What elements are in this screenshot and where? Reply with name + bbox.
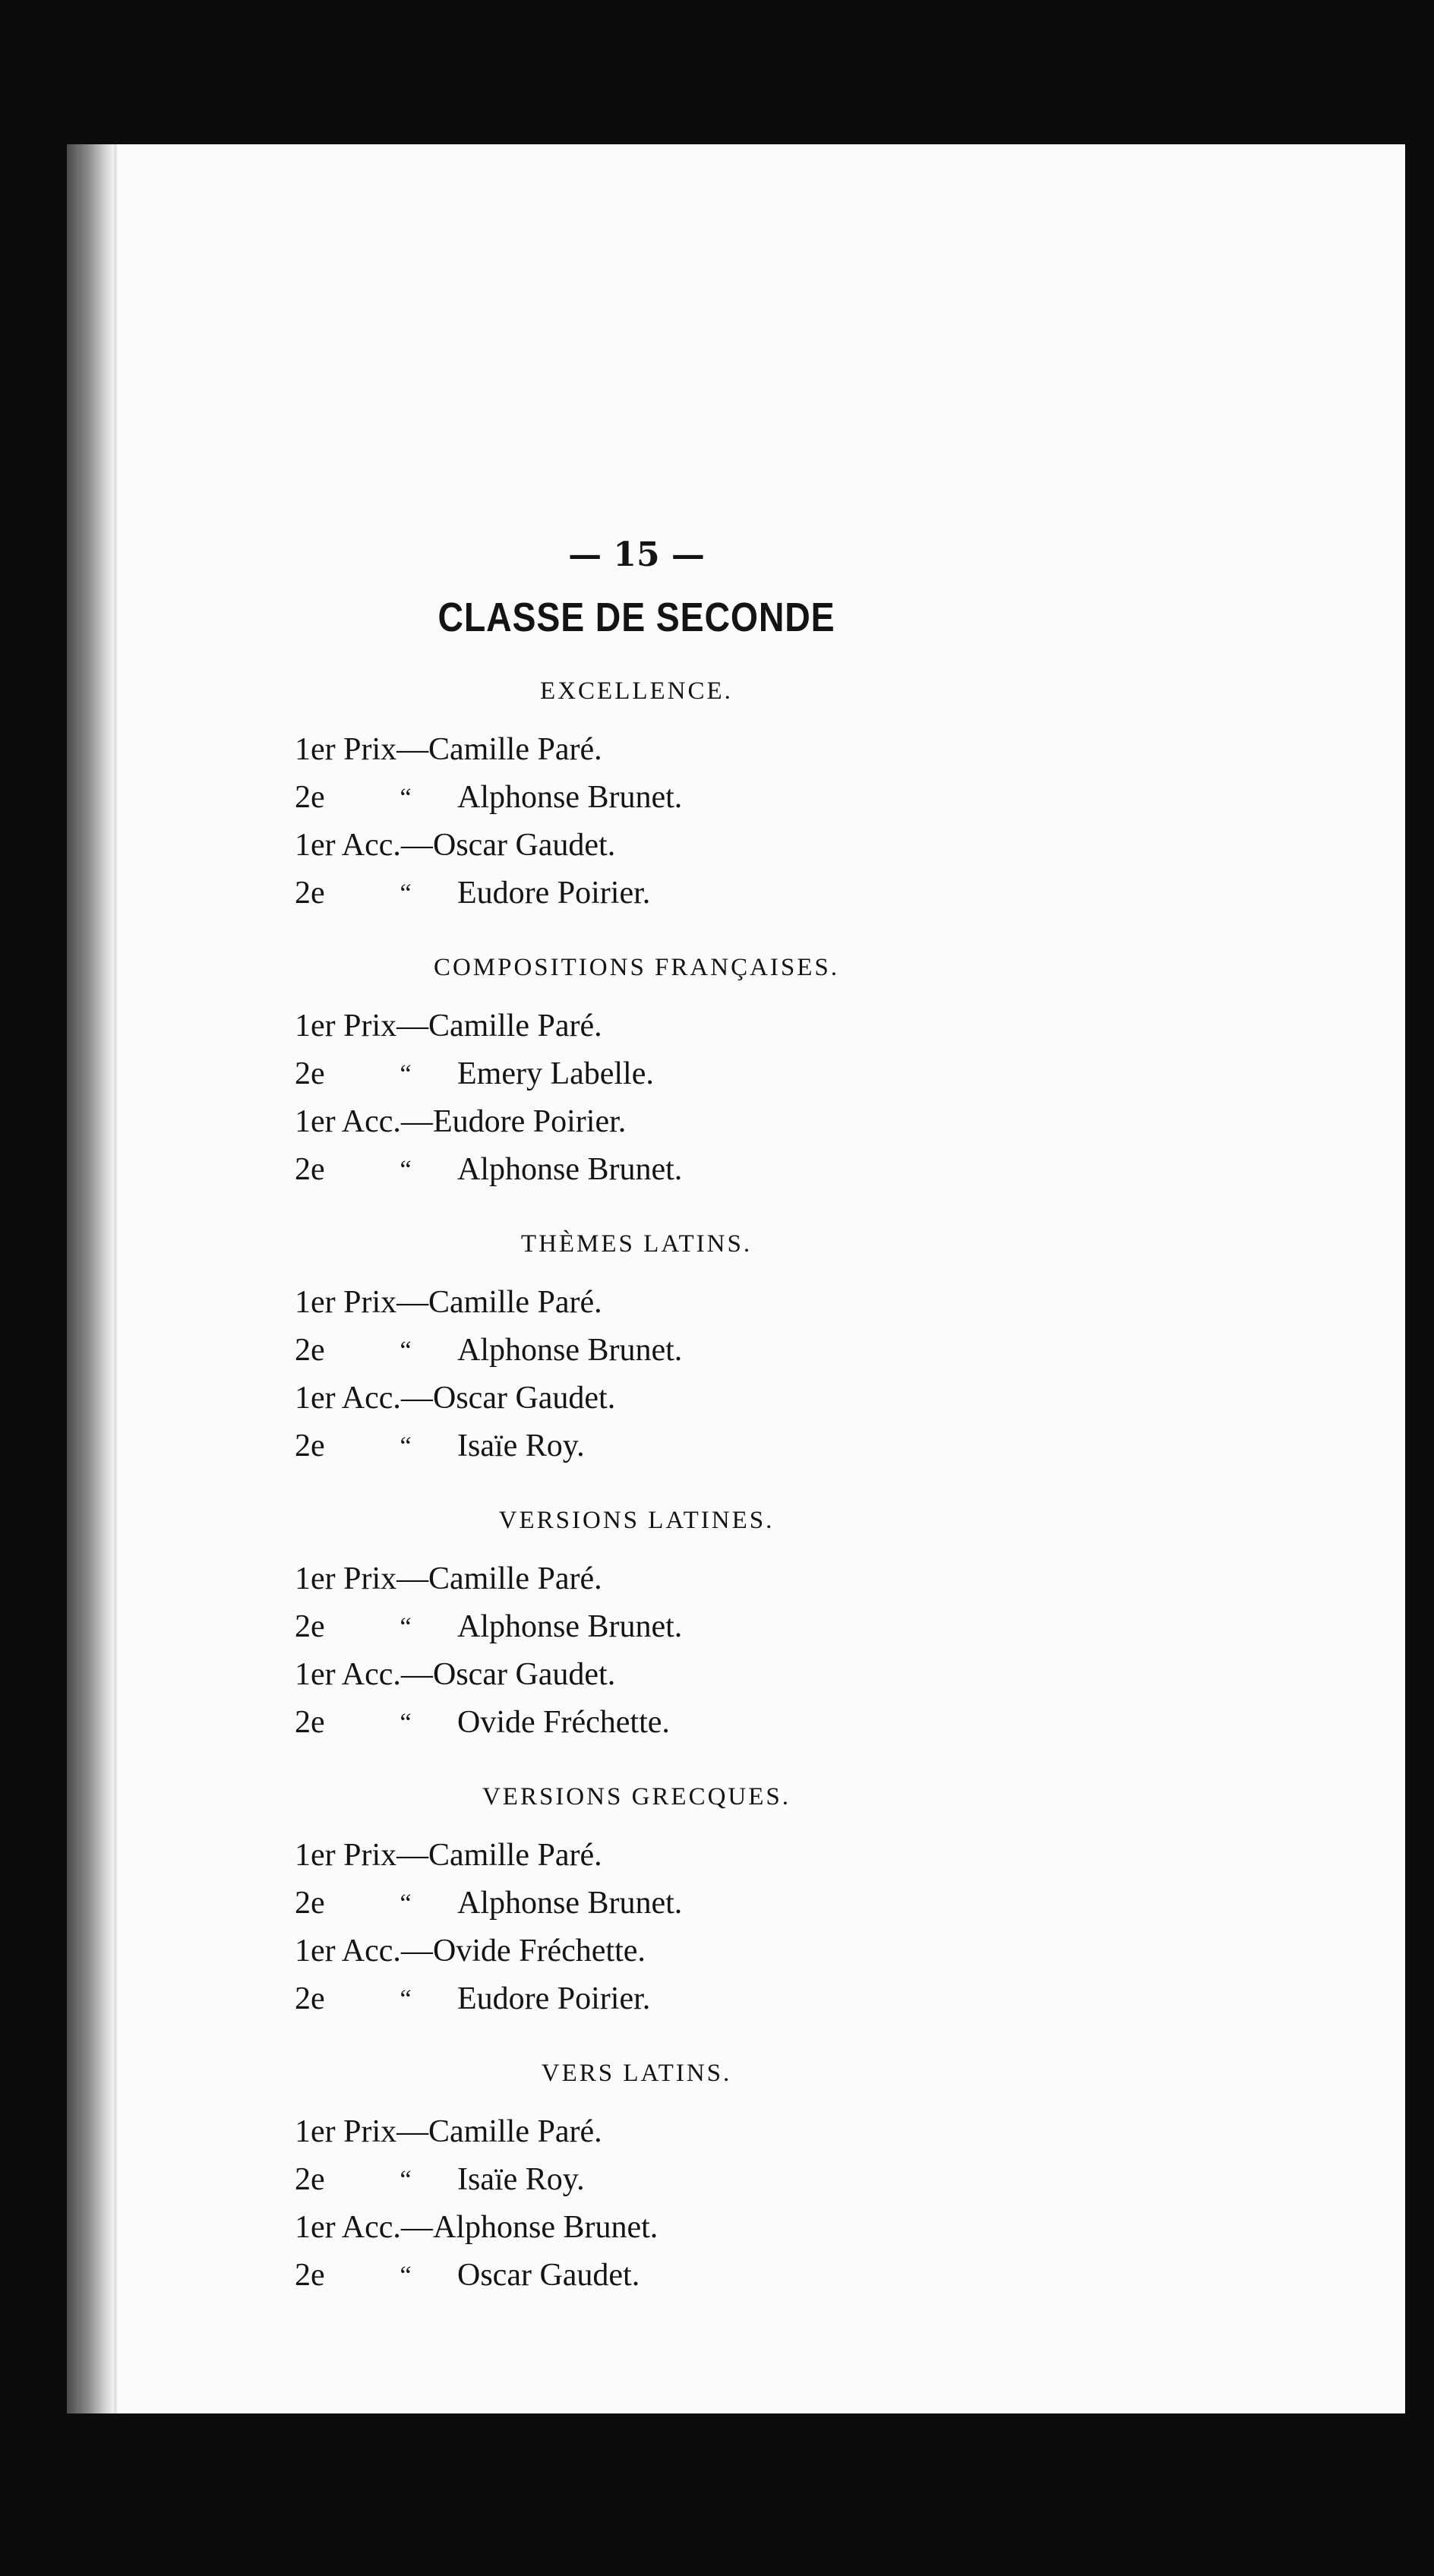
award-rank: 1er Prix— (295, 1561, 429, 1596)
award-rank: 1er Prix— (295, 1285, 429, 1320)
award-entry (295, 2204, 978, 2252)
student-name: Alphonse Brunet. (457, 1333, 683, 1368)
award-rank: 1er Prix— (295, 1009, 429, 1043)
award-rank: 2e (295, 1333, 325, 1368)
ditto-mark: “ (400, 1709, 412, 1737)
student-name: Alphonse Brunet. (457, 1886, 683, 1921)
section-heading: VERSIONS GRECQUES. (482, 1783, 791, 1810)
award-rank: 1er Acc.— (295, 1104, 433, 1139)
award-entry (295, 1832, 978, 1880)
award-rank: 2e (295, 780, 325, 815)
section-heading: VERS LATINS. (541, 2060, 732, 2087)
student-name: Eudore Poirier. (433, 1104, 627, 1139)
student-name: Camille Paré. (428, 1838, 602, 1873)
student-name: Isaïe Roy. (457, 2162, 585, 2197)
award-rank: 1er Acc.— (295, 828, 433, 863)
award-entry (295, 1699, 978, 1747)
award-rank: 2e (295, 1705, 325, 1740)
ditto-mark: “ (400, 2262, 412, 2290)
award-entry (295, 1002, 978, 1050)
award-entry (295, 1146, 978, 1194)
award-entry (295, 1927, 978, 1975)
award-rank: 1er Acc.— (295, 1934, 433, 1968)
award-rank: 2e (295, 1056, 325, 1091)
prize-section (295, 2057, 978, 2300)
award-rank: 2e (295, 876, 325, 911)
prize-section (295, 951, 978, 1194)
award-entry (295, 1651, 978, 1699)
ditto-mark: “ (400, 1613, 412, 1641)
student-name: Oscar Gaudet. (433, 1381, 616, 1416)
book-page (67, 144, 1405, 2413)
page-edge (114, 144, 117, 2413)
award-entry (295, 1603, 978, 1651)
award-rank: 1er Acc.— (295, 1657, 433, 1692)
ditto-mark: “ (400, 1156, 412, 1184)
award-list (295, 1555, 978, 1747)
award-entry (295, 2156, 978, 2204)
award-rank: 2e (295, 1981, 325, 2016)
student-name: Alphonse Brunet. (457, 1152, 683, 1187)
ditto-mark: “ (400, 1985, 412, 2013)
award-rank: 2e (295, 2162, 325, 2197)
award-entry (295, 2252, 978, 2300)
student-name: Camille Paré. (428, 2114, 602, 2149)
prize-section (295, 1780, 978, 2023)
student-name: Emery Labelle. (457, 1056, 654, 1091)
prize-section (295, 1504, 978, 1747)
student-name: Isaïe Roy. (457, 1428, 585, 1463)
section-heading: THÈMES LATINS. (520, 1230, 753, 1258)
award-list (295, 1279, 978, 1470)
student-name: Ovide Fréchette. (457, 1705, 670, 1740)
award-rank: 1er Acc.— (295, 1381, 433, 1416)
award-entry (295, 1422, 978, 1470)
ditto-mark: “ (400, 1060, 412, 1088)
prize-section (295, 1227, 978, 1470)
award-entry (295, 822, 978, 870)
award-rank: 1er Prix— (295, 2114, 429, 2149)
award-rank: 2e (295, 1152, 325, 1187)
section-heading: VERSIONS LATINES. (498, 1507, 775, 1534)
student-name: Camille Paré. (428, 1285, 602, 1320)
award-entry (295, 726, 978, 774)
award-rank: 2e (295, 1609, 325, 1644)
student-name: Oscar Gaudet. (433, 1657, 616, 1692)
student-name: Ovide Fréchette. (433, 1934, 646, 1968)
ditto-mark: “ (400, 1337, 412, 1365)
ditto-mark: “ (400, 784, 412, 812)
award-rank: 1er Acc.— (295, 2210, 433, 2245)
award-entry (295, 1050, 978, 1098)
award-entry (295, 774, 978, 822)
award-rank: 2e (295, 1886, 325, 1921)
student-name: Alphonse Brunet. (433, 2210, 659, 2245)
award-entry (295, 2108, 978, 2156)
award-entry (295, 1975, 978, 2023)
award-entry (295, 1880, 978, 1927)
award-rank: 2e (295, 2258, 325, 2293)
award-list (295, 1002, 978, 1194)
section-heading: EXCELLENCE. (540, 677, 733, 705)
award-entry (295, 1098, 978, 1146)
award-entry (295, 1555, 978, 1603)
ditto-mark: “ (400, 879, 412, 908)
award-list (295, 2108, 978, 2300)
award-list (295, 1832, 978, 2023)
page-number: — 15 — (568, 535, 705, 574)
section-heading: COMPOSITIONS FRANÇAISES. (433, 954, 840, 981)
student-name: Alphonse Brunet. (457, 1609, 683, 1644)
award-rank: 1er Prix— (295, 732, 429, 767)
ditto-mark: “ (400, 1889, 412, 1918)
student-name: Camille Paré. (428, 1561, 602, 1596)
student-name: Camille Paré. (428, 732, 602, 767)
student-name: Oscar Gaudet. (457, 2258, 640, 2293)
ditto-mark: “ (400, 2166, 412, 2194)
page-gutter-shadow (67, 144, 114, 2413)
ditto-mark: “ (400, 1432, 412, 1460)
award-entry (295, 1279, 978, 1327)
award-rank: 1er Prix— (295, 1838, 429, 1873)
student-name: Camille Paré. (428, 1009, 602, 1043)
award-list (295, 726, 978, 917)
award-entry (295, 1327, 978, 1375)
page-title: CLASSE DE SECONDE (437, 595, 835, 640)
student-name: Oscar Gaudet. (433, 828, 616, 863)
student-name: Eudore Poirier. (457, 876, 651, 911)
prize-section (295, 674, 978, 917)
award-rank: 2e (295, 1428, 325, 1463)
award-entry (295, 870, 978, 917)
student-name: Alphonse Brunet. (457, 780, 683, 815)
award-entry (295, 1375, 978, 1422)
student-name: Eudore Poirier. (457, 1981, 651, 2016)
